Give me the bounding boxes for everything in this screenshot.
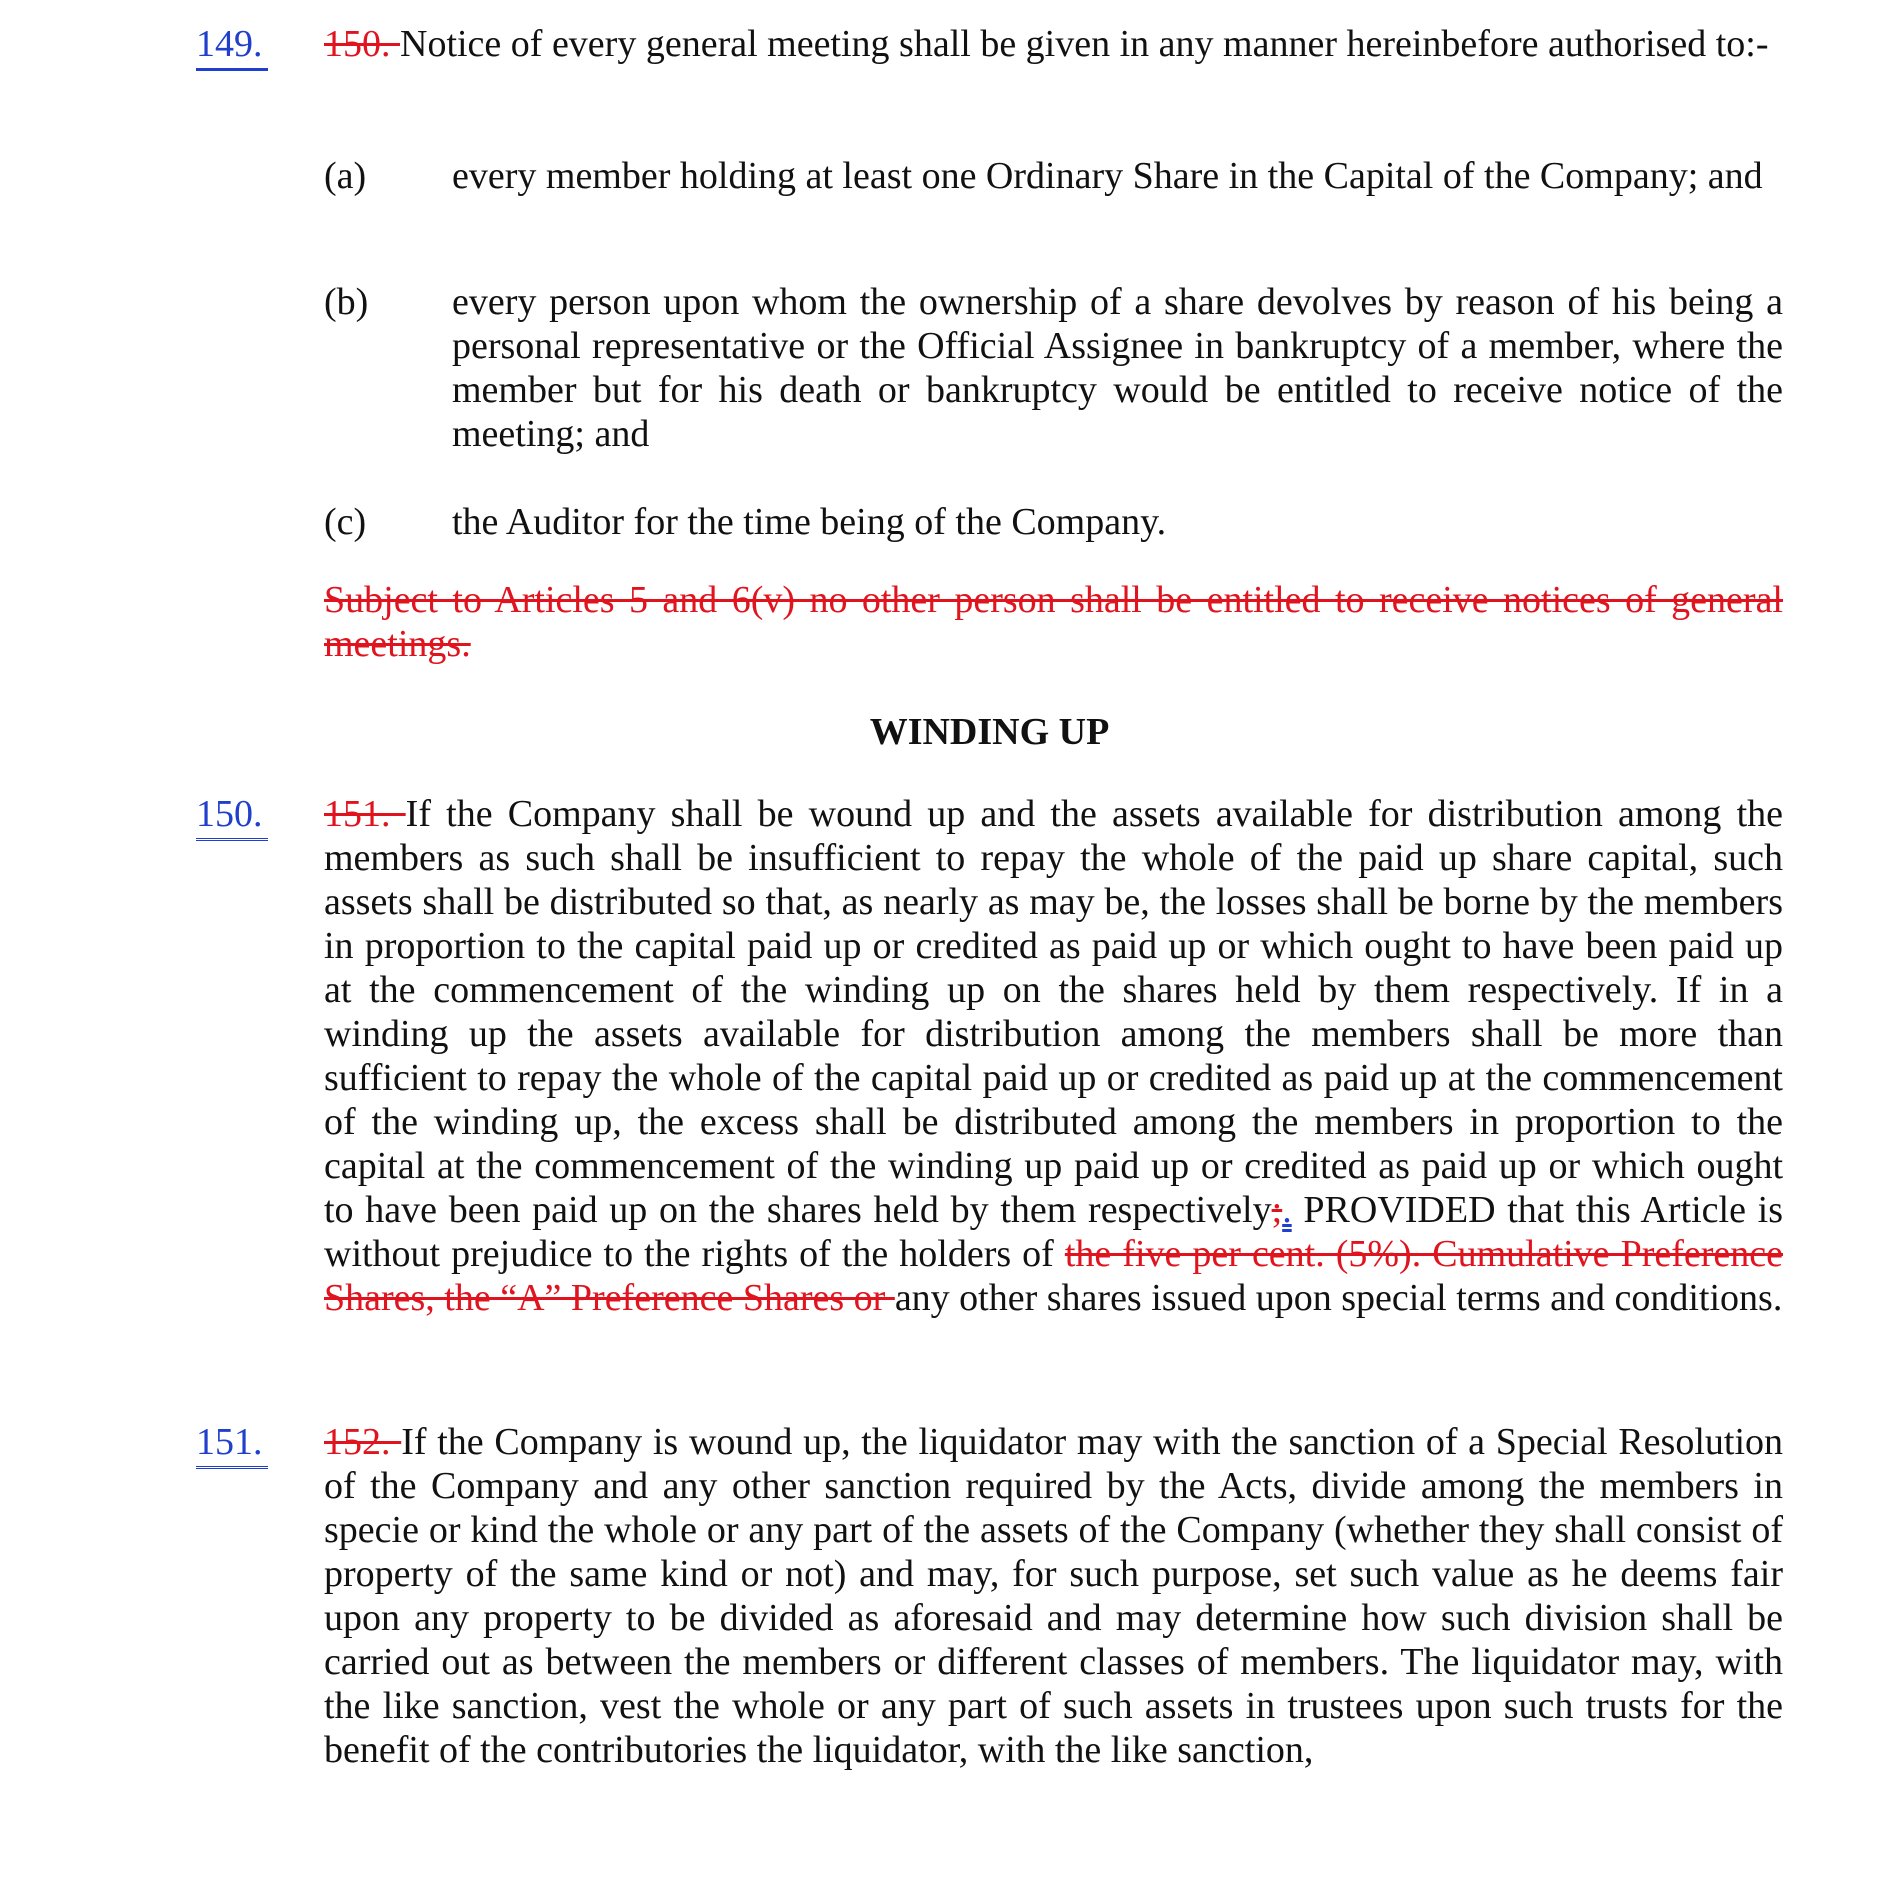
article-body	[324, 792, 1783, 1320]
article-151	[196, 1420, 1783, 1772]
deleted-old-number: 150.	[324, 23, 400, 65]
article-text: Notice of every general meeting shall be given in any manner hereinbefore authorised to:-	[400, 23, 1769, 65]
article-150	[196, 792, 1783, 1320]
deleted-old-number: 151.	[324, 793, 406, 835]
article-149	[196, 22, 1783, 66]
deleted-punctuation: ;	[1271, 1189, 1283, 1231]
article-text: If the Company shall be wound up and the assets available for distribution among the members as such shall be insufficient to repay the whole of the paid up share capital, such assets shall be distributed so that, as nearly as may be, the losses shall be borne by the members in proportion to the capital paid up or credited as paid up or which ought to have been paid up at the commencement of the winding up on the shares held by them respectively. If in a winding up the assets available for distribution among the members shall be more than sufficient to repay the whole of the capital paid up or credited as paid up at the commencement of the winding up, the excess shall be distributed among the members in proportion to the capital at the commencement of the winding up paid up or credited as paid up or which ought to have been paid up on the shares held by them respectively	[324, 793, 1783, 1231]
list-item-c	[324, 500, 1783, 544]
item-label: (a)	[324, 155, 367, 197]
item-text: every member holding at least one Ordinary Share in the Capital of the Company; and	[452, 155, 1763, 197]
section-heading: WINDING UP	[869, 711, 1110, 753]
list-item-b	[324, 280, 1783, 456]
deleted-text: the five per cent. (5%). Cumulative Preference Shares, the “A” Preference Shares or	[324, 1233, 1783, 1319]
list-item-a	[324, 154, 1783, 198]
article-text-end: any other shares issued upon special terms and conditions.	[894, 1277, 1783, 1319]
article-text-proviso: PROVIDED that this Article is without prejudice to the rights of the holders of	[324, 1189, 1783, 1275]
item-label: (c)	[324, 501, 367, 543]
article-body	[324, 22, 1783, 66]
item-label: (b)	[324, 281, 369, 323]
article-text: If the Company is wound up, the liquidator may with the sanction of a Special Resolution of the Company and any other sanction required by the Acts, divide among the members in specie or kind the whole or any part of the assets of the Company (whether they shall consist of property of the same kind or not) and may, for such purpose, set such value as he deems fair upon any property to be divided as aforesaid and may determine how such division shall be carried out as between the members or different classes of members. The liquidator may, with the like sanction, vest the whole or any part of such assets in trustees upon such trusts for the benefit of the contributories the liquidator, with the like sanction,	[324, 1421, 1784, 1771]
item-text: the Auditor for the time being of the Company.	[452, 501, 1167, 543]
deleted-old-number: 152.	[324, 1421, 402, 1463]
inserted-punctuation: .	[1282, 1189, 1292, 1231]
article-body	[324, 1420, 1783, 1772]
article-number: 151.	[196, 1420, 268, 1469]
deleted-note: Subject to Articles 5 and 6(v) no other person shall be entitled to receive notices of general meetings.	[324, 579, 1783, 665]
article-number: 150.	[196, 792, 268, 841]
article-number: 149.	[196, 22, 268, 71]
item-text: every person upon whom the ownership of a share devolves by reason of his being a personal representative or the Official Assignee in bankruptcy of a member, where the member but for his death or bankruptcy would be entitled to receive notice of the meeting; and	[452, 281, 1783, 455]
